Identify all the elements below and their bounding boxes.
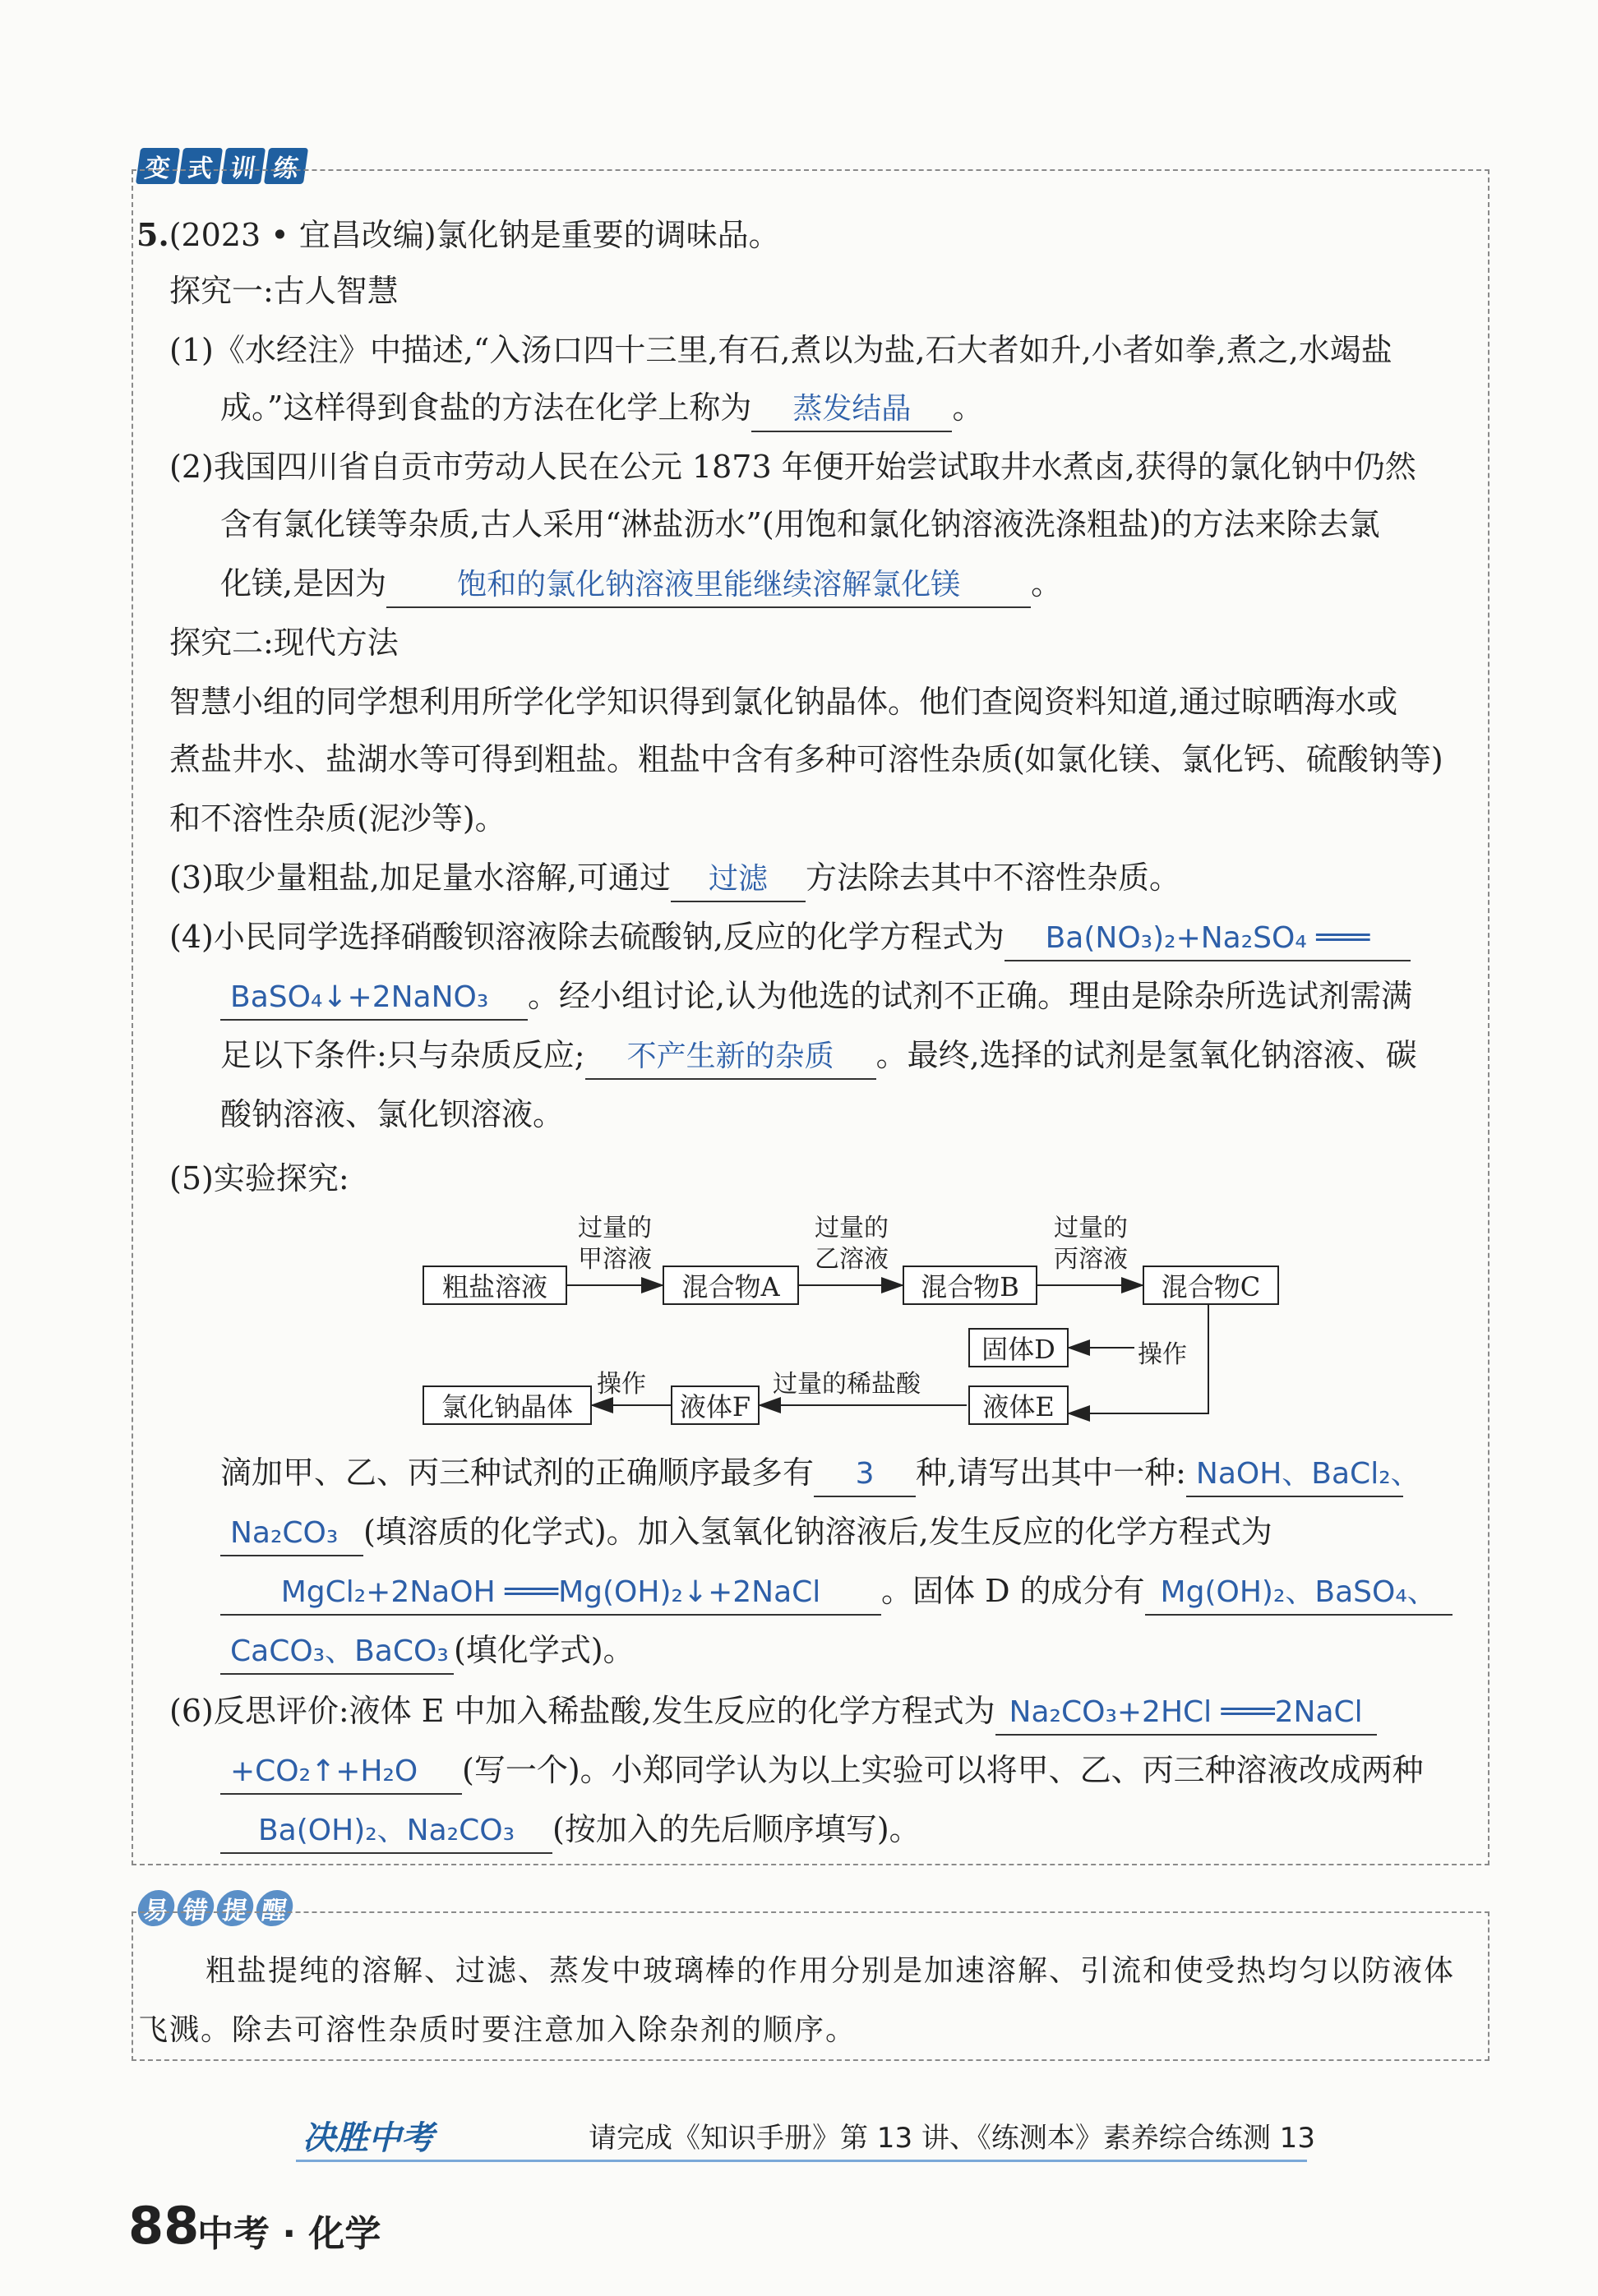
text: 成。”这样得到食盐的方法在化学上称为 [220, 390, 752, 426]
text: 化镁,是因为 [220, 565, 387, 602]
badge-char: 提 [215, 1890, 256, 1926]
q1-line-a: (1)《水经注》中描述,“入汤口四十三里,有石,煮以为盐,石大者如升,小者如拳,煮之,水竭盐 [169, 332, 1392, 368]
text: 。经小组讨论,认为他选的试剂不正确。理由是除杂所选试剂需满 [528, 978, 1413, 1014]
answer-blank: Mg(OH)₂、BaSO₄、 [1145, 1571, 1453, 1616]
text: 方法除去其中不溶性杂质。 [806, 860, 1181, 896]
text: (3)取少量粗盐,加足量水溶解,可通过 [169, 860, 671, 896]
answer-blank: 不产生新的杂质 [585, 1035, 876, 1080]
flow-label-dilute-hcl: 过量的稀盐酸 [773, 1370, 921, 1399]
tip-line-2: 飞溅。除去可溶性杂质时要注意加入除杂剂的顺序。 [138, 2013, 857, 2047]
text: (填化学式)。 [454, 1632, 635, 1668]
footer-divider [296, 2160, 1307, 2162]
flow-label-reagent-b: 过量的 乙溶液 [815, 1214, 889, 1274]
flow-box-nacl-crystal: 氯化钠晶体 [423, 1385, 592, 1425]
answer-blank: Ba(OH)₂、Na₂CO₃ [220, 1810, 552, 1854]
flow-box-mixture-b: 混合物B [903, 1266, 1037, 1305]
text: 。 [1031, 565, 1063, 602]
answer-blank: NaOH、BaCl₂、 [1186, 1453, 1403, 1497]
flow-label-reagent-c: 过量的 丙溶液 [1054, 1214, 1128, 1274]
part2-title: 探究二:现代方法 [169, 625, 399, 661]
text: 种,请写出其中一种: [916, 1455, 1186, 1491]
text: (6)反思评价:液体 E 中加入稀盐酸,发生反应的化学方程式为 [169, 1693, 995, 1729]
text: 。固体 D 的成分有 [881, 1573, 1145, 1609]
flow-label-operation-2: 操作 [597, 1370, 646, 1399]
flow-box-mixture-a: 混合物A [663, 1266, 799, 1305]
p2-line-a: 智慧小组的同学想利用所学化学知识得到氯化钠晶体。他们查阅资料知道,通过晾晒海水或 [169, 684, 1398, 720]
answer-blank: MgCl₂+2NaOH ═══Mg(OH)₂↓+2NaCl [220, 1571, 881, 1616]
q5-line-a [220, 1451, 1420, 1497]
answer-blank: 过滤 [671, 858, 806, 902]
intro-text: (2023 • 宜昌改编)氯化钠是重要的调味品。 [169, 217, 780, 253]
q4-line-e: 酸钠溶液、氯化钡溶液。 [220, 1096, 565, 1132]
badge-char: 式 [178, 148, 223, 184]
badge-char: 变 [136, 148, 180, 184]
answer-blank: 蒸发结晶 [751, 388, 952, 432]
text: (4)小民同学选择硝酸钡溶液除去硫酸钠,反应的化学方程式为 [169, 919, 1005, 955]
answer-blank: CaCO₃、BaCO₃ [220, 1630, 454, 1675]
footer-logo: 决胜中考 [303, 2119, 434, 2157]
footer-text: 请完成《知识手册》第 13 讲、《练测本》素养综合练测 13 [589, 2122, 1315, 2155]
text: 滴加甲、乙、丙三种试剂的正确顺序最多有 [220, 1455, 815, 1491]
page-number: 88 [128, 2196, 200, 2256]
text: (写一个)。小郑同学认为以上实验可以将甲、乙、丙三种溶液改成两种 [462, 1752, 1424, 1788]
flow-label-reagent-a: 过量的 甲溶液 [578, 1214, 652, 1274]
q5-title: (5)实验探究: [169, 1160, 349, 1196]
p2-line-b: 煮盐井水、盐湖水等可得到粗盐。粗盐中含有多种可溶性杂质(如氯化镁、氯化钙、硫酸钠等) [169, 741, 1443, 777]
text: (按加入的先后顺序填写)。 [552, 1811, 921, 1847]
badge-char: 练 [264, 148, 308, 184]
q2-line-b: 含有氯化镁等杂质,古人采用“淋盐沥水”(用饱和氯化钠溶液洗涤粗盐)的方法来除去氯 [220, 506, 1380, 542]
answer-blank: 饱和的氯化钠溶液里能继续溶解氯化镁 [386, 564, 1031, 608]
text: 足以下条件:只与杂质反应; [220, 1037, 585, 1073]
q6-line-b [220, 1749, 1424, 1795]
q2-line-a: (2)我国四川省自贡市劳动人民在公元 1873 年便开始尝试取井水煮卤,获得的氯化钠中仍然 [169, 449, 1416, 485]
badge-char: 训 [221, 148, 266, 184]
badge-char: 易 [136, 1890, 177, 1926]
flow-label-operation: 操作 [1138, 1340, 1187, 1369]
flow-box-liquid-e: 液体E [968, 1385, 1069, 1425]
flow-box-solid-d: 固体D [968, 1328, 1069, 1367]
text: 。最终,选择的试剂是氢氧化钠溶液、碳 [875, 1037, 1417, 1073]
q6-line-c [220, 1808, 921, 1854]
q5-line-b [220, 1510, 1272, 1556]
subject-label: 中考 · 化学 [197, 2213, 381, 2255]
p2-line-c: 和不溶性杂质(泥沙等)。 [169, 800, 506, 837]
answer-blank: 3 [814, 1453, 916, 1497]
answer-blank: Na₂CO₃+2HCl ═══2NaCl [995, 1691, 1377, 1736]
q6-line-a [169, 1690, 1377, 1736]
flow-box-mixture-c: 混合物C [1143, 1266, 1279, 1305]
flow-box-liquid-f: 液体F [671, 1385, 760, 1425]
badge-char: 错 [175, 1890, 216, 1926]
answer-blank: Ba(NO₃)₂+Na₂SO₄ ═══ [1005, 917, 1411, 961]
question-number: 5. [136, 216, 169, 253]
q5-line-c [220, 1570, 1453, 1616]
text: (填溶质的化学式)。加入氢氧化钠溶液后,发生反应的化学方程式为 [363, 1514, 1272, 1550]
text: 。 [952, 390, 984, 426]
tip-line-1: 粗盐提纯的溶解、过滤、蒸发中玻璃棒的作用分别是加速溶解、引流和使受热均匀以防液体 [206, 1954, 1456, 1988]
answer-blank: Na₂CO₃ [220, 1512, 363, 1556]
part1-title: 探究一:古人智慧 [169, 273, 399, 309]
q5-line-d [220, 1629, 635, 1675]
badge-char: 醒 [254, 1890, 295, 1926]
flow-box-crude-salt: 粗盐溶液 [423, 1266, 567, 1305]
answer-blank: +CO₂↑+H₂O [220, 1750, 462, 1795]
answer-blank: BaSO₄↓+2NaNO₃ [220, 976, 528, 1021]
